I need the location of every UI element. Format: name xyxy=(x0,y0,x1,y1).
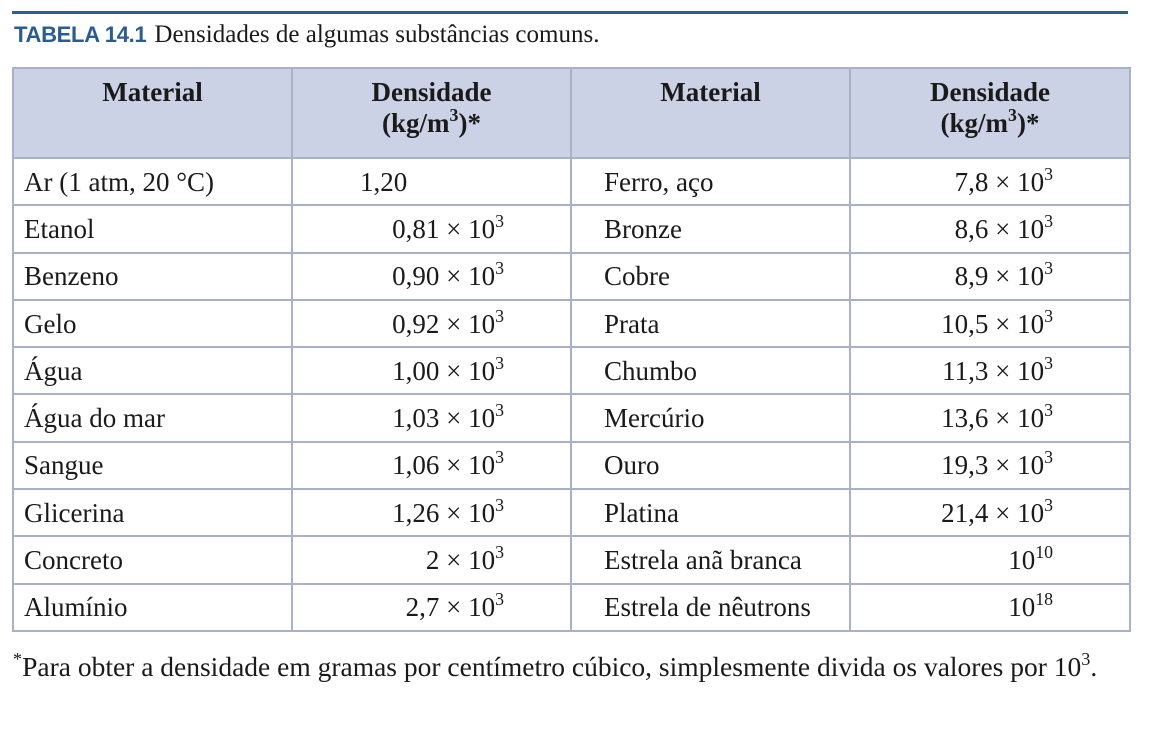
density-mantissa: 1,00 × 10 xyxy=(392,355,496,386)
table-number-label: TABELA 14.1 xyxy=(14,22,147,47)
table-row xyxy=(13,205,1130,252)
density-cell xyxy=(292,442,571,489)
density-cell xyxy=(850,300,1130,347)
material-cell: Prata xyxy=(571,300,850,347)
material-cell: Gelo xyxy=(13,300,292,347)
table-row xyxy=(13,442,1130,489)
density-exponent: 3 xyxy=(495,352,504,373)
material-cell: Platina xyxy=(571,489,850,536)
table-title: Densidades de algumas substâncias comuns. xyxy=(154,21,600,48)
density-mantissa: 0,90 × 10 xyxy=(392,261,496,292)
density-mantissa: 10,5 × 10 xyxy=(941,308,1045,339)
density-exponent: 3 xyxy=(495,541,504,562)
density-cell xyxy=(292,536,571,583)
density-mantissa: 10 xyxy=(1008,545,1036,576)
density-exponent: 3 xyxy=(1044,258,1053,279)
density-exponent: 3 xyxy=(495,258,504,279)
density-mantissa: 11,3 × 10 xyxy=(942,355,1045,386)
density-cell xyxy=(850,158,1130,205)
density-exponent: 3 xyxy=(495,494,504,515)
header-density-right: Densidade $(kg/m^3)*$ xyxy=(850,68,1130,158)
table-row xyxy=(13,584,1130,631)
density-exponent: 3 xyxy=(495,589,504,610)
density-mantissa: 1,03 × 10 xyxy=(392,403,496,434)
table-row xyxy=(13,347,1130,394)
density-cell xyxy=(292,347,571,394)
density-exponent: 3 xyxy=(495,447,504,468)
density-exponent: 3 xyxy=(1044,163,1053,184)
density-mantissa: 13,6 × 10 xyxy=(941,403,1045,434)
density-cell xyxy=(292,394,571,441)
material-cell: Cobre xyxy=(571,253,850,300)
material-cell: Água xyxy=(13,347,292,394)
density-cell xyxy=(850,253,1130,300)
density-mantissa: 0,81 × 10 xyxy=(392,213,496,244)
density-cell xyxy=(292,158,571,205)
material-cell: Ar (1 atm, 20 °C) xyxy=(13,158,292,205)
density-exponent: 3 xyxy=(495,400,504,421)
material-cell: Benzeno xyxy=(13,253,292,300)
table-row xyxy=(13,300,1130,347)
table-body xyxy=(13,158,1130,631)
header-material-left: Material xyxy=(13,68,292,158)
material-cell: Estrela de nêutrons xyxy=(571,584,850,631)
material-cell: Chumbo xyxy=(571,347,850,394)
density-mantissa: 1,20 xyxy=(360,166,408,197)
material-cell: Estrela anã branca xyxy=(571,536,850,583)
header-row xyxy=(13,68,1130,158)
density-cell xyxy=(292,253,571,300)
table-row xyxy=(13,489,1130,536)
density-exponent: 3 xyxy=(1044,352,1053,373)
material-cell: Sangue xyxy=(13,442,292,489)
density-cell xyxy=(292,489,571,536)
density-cell xyxy=(850,347,1130,394)
density-mantissa: 7,8 × 10 xyxy=(954,166,1045,197)
material-cell: Água do mar xyxy=(13,394,292,441)
density-cell xyxy=(850,394,1130,441)
table-row xyxy=(13,158,1130,205)
material-cell: Bronze xyxy=(571,205,850,252)
material-cell: Etanol xyxy=(13,205,292,252)
density-cell xyxy=(850,442,1130,489)
density-mantissa: 8,9 × 10 xyxy=(954,261,1045,292)
density-exponent: 3 xyxy=(1044,210,1053,231)
density-cell xyxy=(850,489,1130,536)
density-exponent: 3 xyxy=(495,305,504,326)
top-rule xyxy=(12,11,1128,14)
footnote: *Para obter a densidade em gramas por centímetro cúbico, simplesmente divida os valores por $10^3$. xyxy=(13,648,1098,682)
table-row xyxy=(13,536,1130,583)
material-cell: Alumínio xyxy=(13,584,292,631)
density-cell xyxy=(850,584,1130,631)
density-mantissa: 1,26 × 10 xyxy=(392,497,496,528)
material-cell: Ferro, aço xyxy=(571,158,850,205)
density-exponent: 10 xyxy=(1035,541,1053,562)
table-row xyxy=(13,394,1130,441)
material-cell: Glicerina xyxy=(13,489,292,536)
density-cell xyxy=(292,584,571,631)
density-mantissa: 19,3 × 10 xyxy=(941,450,1045,481)
density-mantissa: 1,06 × 10 xyxy=(392,450,496,481)
density-exponent: 3 xyxy=(1044,305,1053,326)
density-exponent: 3 xyxy=(495,210,504,231)
header-material-right: Material xyxy=(571,68,850,158)
density-mantissa: 0,92 × 10 xyxy=(392,308,496,339)
material-cell: Concreto xyxy=(13,536,292,583)
density-cell xyxy=(292,300,571,347)
density-mantissa: 8,6 × 10 xyxy=(954,213,1045,244)
table-caption xyxy=(14,18,599,52)
density-cell xyxy=(292,205,571,252)
header-density-left: Densidade $(kg/m^3)*$ xyxy=(292,68,571,158)
density-table xyxy=(12,67,1131,632)
density-exponent: 3 xyxy=(1044,400,1053,421)
material-cell: Ouro xyxy=(571,442,850,489)
density-mantissa: 2,7 × 10 xyxy=(405,592,496,623)
density-mantissa: 10 xyxy=(1008,592,1036,623)
density-cell xyxy=(850,205,1130,252)
density-mantissa: 21,4 × 10 xyxy=(941,497,1045,528)
density-mantissa: 2 × 10 xyxy=(425,545,496,576)
density-exponent: 3 xyxy=(1044,494,1053,515)
table-row xyxy=(13,253,1130,300)
density-cell xyxy=(850,536,1130,583)
material-cell: Mercúrio xyxy=(571,394,850,441)
density-exponent: 18 xyxy=(1035,589,1053,610)
density-exponent: 3 xyxy=(1044,447,1053,468)
